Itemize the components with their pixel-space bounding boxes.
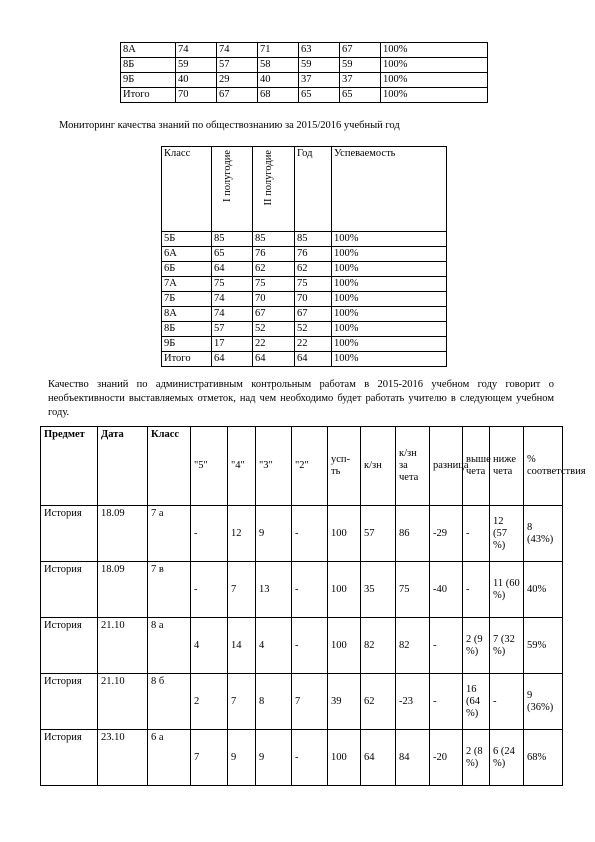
table-cell: 75 bbox=[295, 277, 332, 292]
table-cell: - bbox=[292, 506, 328, 562]
table-cell: - bbox=[292, 730, 328, 786]
table-cell: 8Б bbox=[162, 322, 212, 337]
table-cell: 100% bbox=[332, 352, 447, 367]
table-cell: 9 (36%) bbox=[524, 674, 563, 730]
table-cell: 63 bbox=[299, 43, 340, 58]
table-cell: 12 (57 %) bbox=[490, 506, 524, 562]
table-cell: 52 bbox=[253, 322, 295, 337]
table-cell: 39 bbox=[328, 674, 361, 730]
table-cell: - bbox=[463, 562, 490, 618]
table-cell: 85 bbox=[212, 232, 253, 247]
table-cell: 21.10 bbox=[98, 618, 148, 674]
table-cell: 64 bbox=[253, 352, 295, 367]
table-cell: - bbox=[430, 618, 463, 674]
table-cell: -23 bbox=[396, 674, 430, 730]
header-cell: выше чета bbox=[463, 427, 490, 506]
table-cell: 100% bbox=[381, 58, 488, 73]
header-progress: Успеваемость bbox=[332, 147, 447, 232]
table-cell: 8 (43%) bbox=[524, 506, 563, 562]
table-cell: - bbox=[191, 506, 228, 562]
table-cell: 5Б bbox=[162, 232, 212, 247]
table-row bbox=[121, 88, 488, 103]
table-cell: 100% bbox=[332, 277, 447, 292]
table-cell: 82 bbox=[361, 618, 396, 674]
table-cell: 62 bbox=[295, 262, 332, 277]
table-cell: 100% bbox=[332, 247, 447, 262]
table-cell: 82 bbox=[396, 618, 430, 674]
table-cell: 18.09 bbox=[98, 506, 148, 562]
table-cell: 100 bbox=[328, 562, 361, 618]
table-cell: 9 bbox=[256, 506, 292, 562]
table-row bbox=[162, 352, 447, 367]
table-row bbox=[162, 292, 447, 307]
table2-header-row bbox=[162, 147, 447, 232]
table-cell: 2 (8 %) bbox=[463, 730, 490, 786]
header-cell: "4" bbox=[228, 427, 256, 506]
header-cell: Дата bbox=[98, 427, 148, 506]
table-cell: 52 bbox=[295, 322, 332, 337]
table-cell: - bbox=[191, 562, 228, 618]
header-cell: ниже чета bbox=[490, 427, 524, 506]
table-cell: 4 bbox=[256, 618, 292, 674]
table-cell: -29 bbox=[430, 506, 463, 562]
table-cell: 74 bbox=[176, 43, 217, 58]
table-cell: 17 bbox=[212, 337, 253, 352]
table-row bbox=[41, 618, 563, 674]
table-cell: 37 bbox=[340, 73, 381, 88]
table-cell: 71 bbox=[258, 43, 299, 58]
table-row bbox=[162, 247, 447, 262]
table-cell: 74 bbox=[217, 43, 258, 58]
table-row bbox=[121, 73, 488, 88]
table-row bbox=[121, 43, 488, 58]
header-cell: разница bbox=[430, 427, 463, 506]
table-cell: 65 bbox=[299, 88, 340, 103]
table-row bbox=[162, 337, 447, 352]
table-cell: 100% bbox=[332, 322, 447, 337]
table-cell: 57 bbox=[217, 58, 258, 73]
table-cell: 2 (9 %) bbox=[463, 618, 490, 674]
table-cell: 8А bbox=[162, 307, 212, 322]
table-cell: История bbox=[41, 562, 98, 618]
table-cell: 7Б bbox=[162, 292, 212, 307]
table-cell: 58 bbox=[258, 58, 299, 73]
table-cell: 68 bbox=[258, 88, 299, 103]
table-row bbox=[162, 262, 447, 277]
table-cell: 67 bbox=[340, 43, 381, 58]
table-cell: 70 bbox=[253, 292, 295, 307]
table-cell: 100% bbox=[381, 73, 488, 88]
table-cell: 59 bbox=[340, 58, 381, 73]
table-cell: 100% bbox=[381, 43, 488, 58]
table-cell: 18.09 bbox=[98, 562, 148, 618]
table-cell: 22 bbox=[295, 337, 332, 352]
table-cell: 75 bbox=[396, 562, 430, 618]
table-cell: 64 bbox=[212, 352, 253, 367]
results-table-top bbox=[120, 42, 488, 103]
table-cell: 100% bbox=[381, 88, 488, 103]
table-cell: 9Б bbox=[121, 73, 176, 88]
table-cell: История bbox=[41, 506, 98, 562]
table-cell: История bbox=[41, 730, 98, 786]
table-cell: История bbox=[41, 674, 98, 730]
table-cell: 22 bbox=[253, 337, 295, 352]
table-cell: 100 bbox=[328, 506, 361, 562]
table-row bbox=[41, 730, 563, 786]
table-cell: 7 (32 %) bbox=[490, 618, 524, 674]
header-cell: "2" bbox=[292, 427, 328, 506]
header-cell: "3" bbox=[256, 427, 292, 506]
table-row bbox=[162, 232, 447, 247]
header-cell: усп-ть bbox=[328, 427, 361, 506]
table-row bbox=[41, 506, 563, 562]
summary-paragraph: Качество знаний по административным контрольным работам в 2015-2016 учебном году говорит о необъективности выставляемых отметок, над чем необходимо будет работать учителю в следующем учебном году. bbox=[48, 379, 554, 418]
table-cell: 7 а bbox=[148, 506, 191, 562]
table-cell: 100% bbox=[332, 232, 447, 247]
table-cell: 7 bbox=[228, 674, 256, 730]
table-cell: - bbox=[490, 674, 524, 730]
table-cell: 8 а bbox=[148, 618, 191, 674]
header-cell: % соответствия bbox=[524, 427, 563, 506]
social-studies-quality-table bbox=[161, 146, 447, 367]
table-cell: 67 bbox=[217, 88, 258, 103]
table-cell: 76 bbox=[295, 247, 332, 262]
table-cell: 64 bbox=[361, 730, 396, 786]
table-cell: - bbox=[463, 506, 490, 562]
table-cell: 70 bbox=[176, 88, 217, 103]
table-cell: 65 bbox=[212, 247, 253, 262]
table-row bbox=[162, 277, 447, 292]
table-cell: 57 bbox=[212, 322, 253, 337]
table-cell: 100% bbox=[332, 292, 447, 307]
table-cell: 7 bbox=[228, 562, 256, 618]
table-cell: - bbox=[430, 674, 463, 730]
table-cell: 9Б bbox=[162, 337, 212, 352]
table-cell: 4 bbox=[191, 618, 228, 674]
table-cell: 85 bbox=[253, 232, 295, 247]
table-cell: 7 bbox=[292, 674, 328, 730]
table-cell: 7 в bbox=[148, 562, 191, 618]
table-cell: 29 bbox=[217, 73, 258, 88]
header-cell: "5" bbox=[191, 427, 228, 506]
table-row bbox=[121, 58, 488, 73]
table-cell: 8А bbox=[121, 43, 176, 58]
header-year: Год bbox=[295, 147, 332, 232]
table-cell: 40% bbox=[524, 562, 563, 618]
table-row bbox=[41, 562, 563, 618]
table-cell: 75 bbox=[212, 277, 253, 292]
table-cell: 75 bbox=[253, 277, 295, 292]
table-cell: 59% bbox=[524, 618, 563, 674]
table-cell: 40 bbox=[176, 73, 217, 88]
header-cell: к/зн за чета bbox=[396, 427, 430, 506]
table-cell: 100% bbox=[332, 337, 447, 352]
table-cell: 16 (64 %) bbox=[463, 674, 490, 730]
table-cell: 74 bbox=[212, 307, 253, 322]
table-cell: 86 bbox=[396, 506, 430, 562]
header-class: Класс bbox=[162, 147, 212, 232]
table-cell: 67 bbox=[295, 307, 332, 322]
table-row bbox=[41, 674, 563, 730]
table-cell: - bbox=[292, 618, 328, 674]
table-cell: - bbox=[292, 562, 328, 618]
table-cell: 6Б bbox=[162, 262, 212, 277]
header-half1: I полугодие bbox=[222, 150, 233, 202]
table-cell: 14 bbox=[228, 618, 256, 674]
table-cell: 85 bbox=[295, 232, 332, 247]
table-cell: -40 bbox=[430, 562, 463, 618]
admin-tests-table bbox=[40, 426, 586, 786]
table-cell: Итого bbox=[121, 88, 176, 103]
table-cell: Итого bbox=[162, 352, 212, 367]
header-cell: Предмет bbox=[41, 427, 98, 506]
table-cell: 8Б bbox=[121, 58, 176, 73]
table-cell: 70 bbox=[295, 292, 332, 307]
table-cell: -20 bbox=[430, 730, 463, 786]
table-cell: 76 bbox=[253, 247, 295, 262]
table2-caption: Мониторинг качества знаний по обществознанию за 2015/2016 учебный год bbox=[59, 120, 400, 131]
table-cell: 9 bbox=[228, 730, 256, 786]
table-cell: 6А bbox=[162, 247, 212, 262]
table-cell: 57 bbox=[361, 506, 396, 562]
table3-header-row bbox=[41, 427, 563, 506]
table-cell: 59 bbox=[299, 58, 340, 73]
table-cell: 12 bbox=[228, 506, 256, 562]
table-cell: 64 bbox=[295, 352, 332, 367]
table-row bbox=[162, 307, 447, 322]
table-cell: 8 bbox=[256, 674, 292, 730]
table-cell: 68% bbox=[524, 730, 563, 786]
table-cell: 6 (24 %) bbox=[490, 730, 524, 786]
header-half2: II полугодие bbox=[263, 150, 274, 206]
table-cell: 84 bbox=[396, 730, 430, 786]
table-cell: 11 (60 %) bbox=[490, 562, 524, 618]
table-cell: 100 bbox=[328, 618, 361, 674]
table-cell: 62 bbox=[253, 262, 295, 277]
header-cell: Класс bbox=[148, 427, 191, 506]
table-cell: 35 bbox=[361, 562, 396, 618]
table-row bbox=[162, 322, 447, 337]
table-cell: 2 bbox=[191, 674, 228, 730]
table-cell: 62 bbox=[361, 674, 396, 730]
table-cell: 6 а bbox=[148, 730, 191, 786]
table-cell: 100% bbox=[332, 307, 447, 322]
table-cell: 7А bbox=[162, 277, 212, 292]
table-cell: 100% bbox=[332, 262, 447, 277]
table-cell: 23.10 bbox=[98, 730, 148, 786]
header-cell: к/зн bbox=[361, 427, 396, 506]
table-cell: 13 bbox=[256, 562, 292, 618]
table-cell: 40 bbox=[258, 73, 299, 88]
table-cell: 8 б bbox=[148, 674, 191, 730]
table-cell: 65 bbox=[340, 88, 381, 103]
table-cell: 100 bbox=[328, 730, 361, 786]
table-cell: 74 bbox=[212, 292, 253, 307]
table-cell: 9 bbox=[256, 730, 292, 786]
table-cell: 59 bbox=[176, 58, 217, 73]
table-cell: История bbox=[41, 618, 98, 674]
table-cell: 64 bbox=[212, 262, 253, 277]
table-cell: 21.10 bbox=[98, 674, 148, 730]
table-cell: 37 bbox=[299, 73, 340, 88]
table-cell: 67 bbox=[253, 307, 295, 322]
table-cell: 7 bbox=[191, 730, 228, 786]
